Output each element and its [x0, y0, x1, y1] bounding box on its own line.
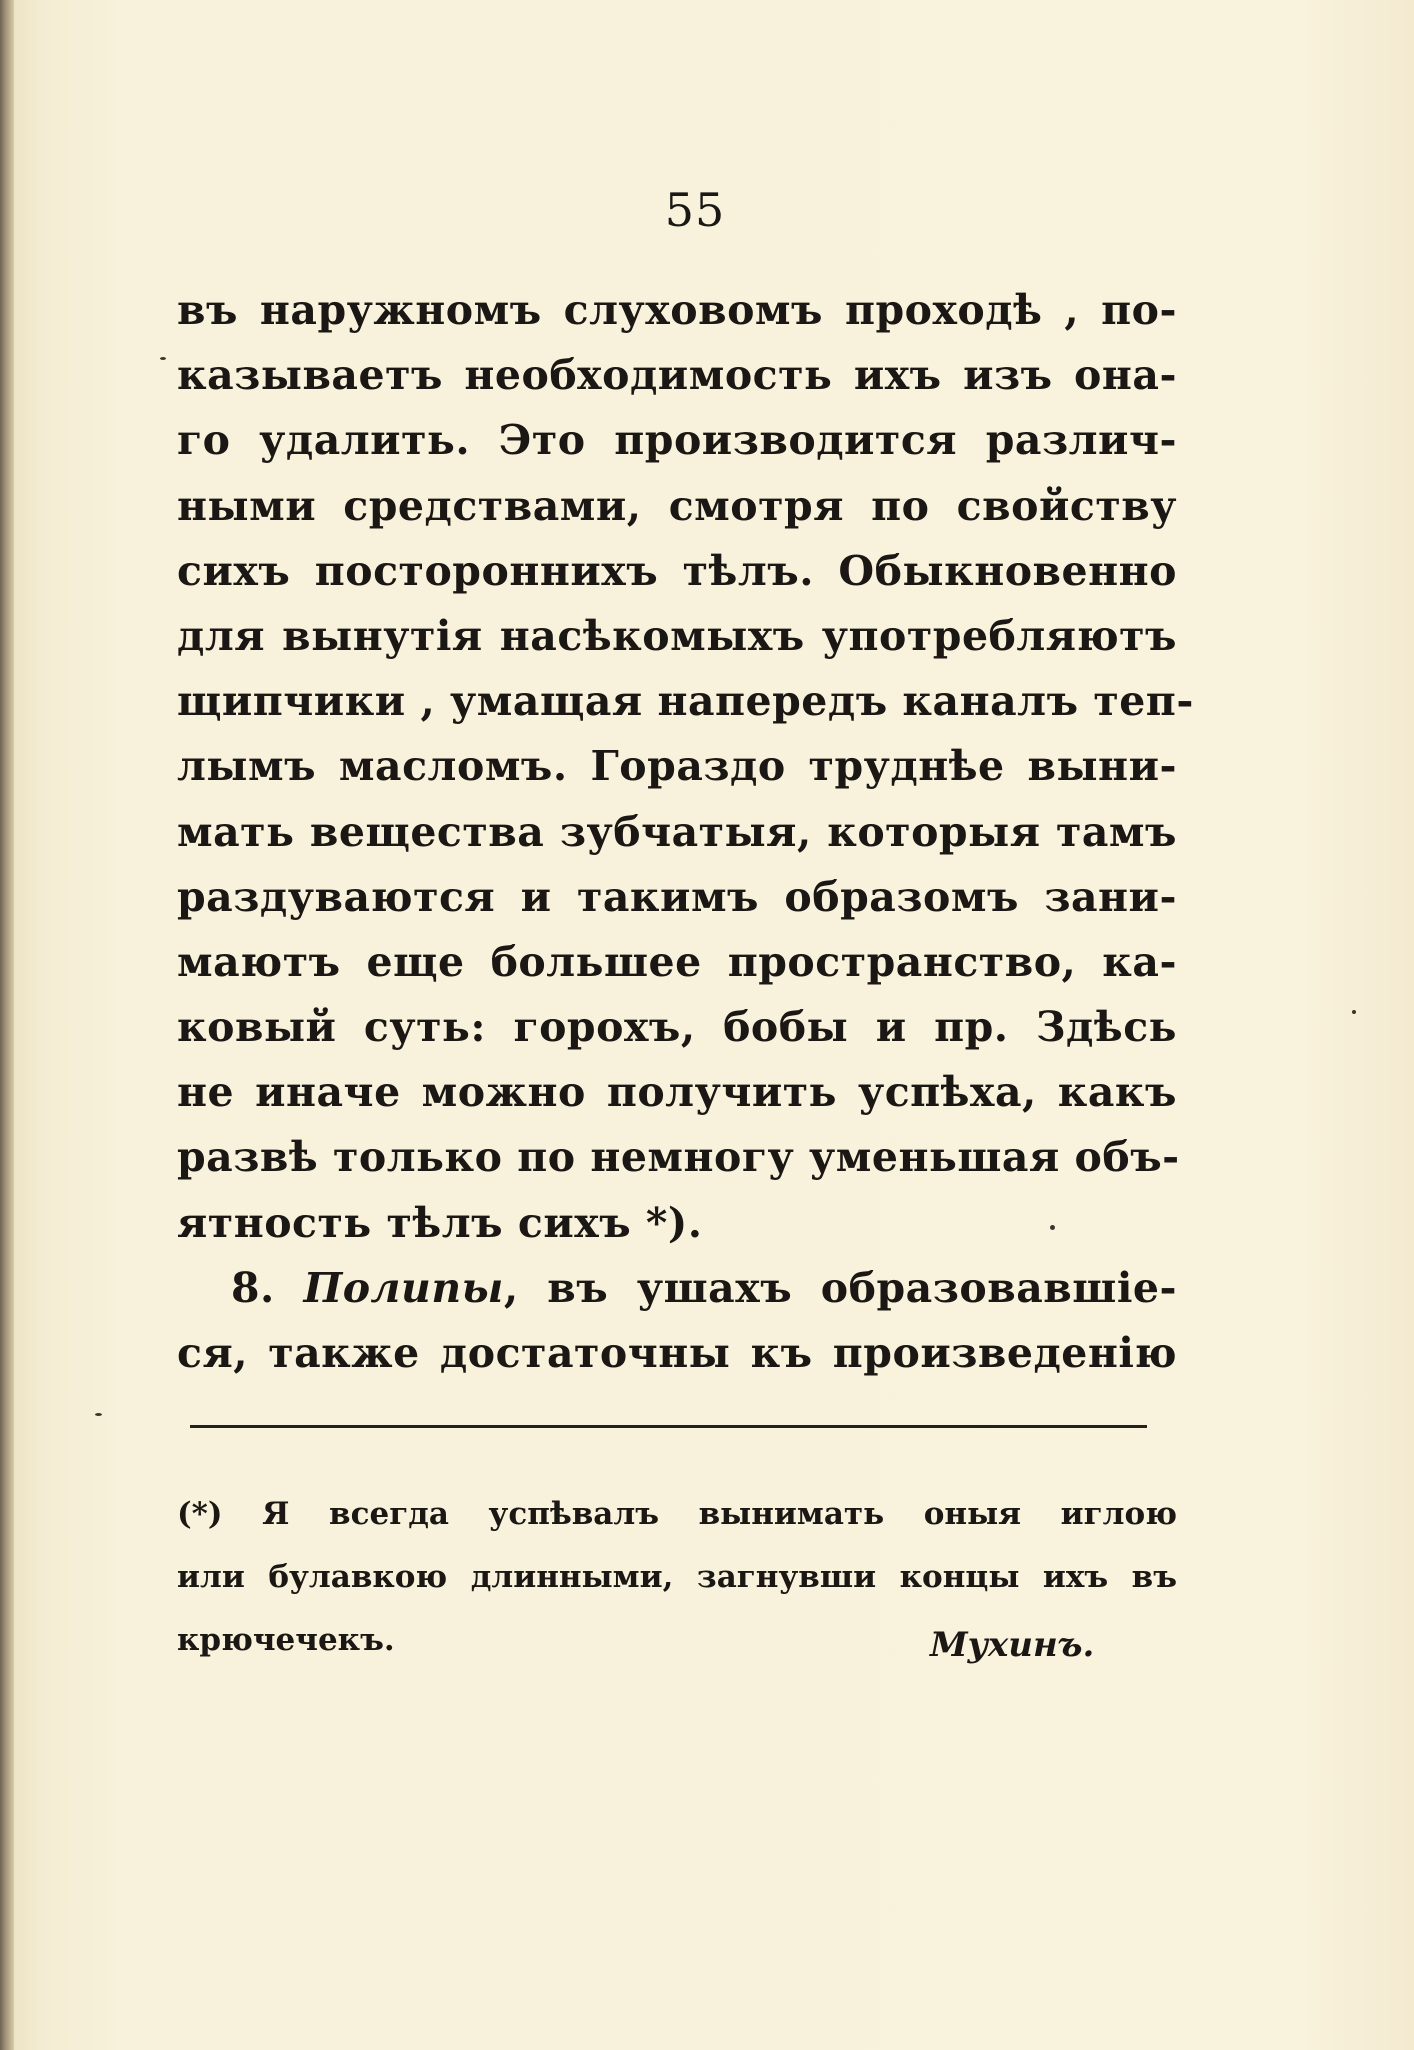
paragraph-8-line-1	[177, 1256, 1177, 1321]
text-line: раздуваются и такимъ образомъ зани-	[177, 872, 1177, 921]
paragraph-number: 8.	[231, 1263, 275, 1312]
text-line: ковый суть: горохъ, бобы и пр. Здѣсь	[177, 1003, 1177, 1052]
text-line: развѣ только по немногу уменьшая объ-	[177, 1133, 1180, 1182]
footnote-line: крючечекъ.	[177, 1622, 395, 1658]
text-line: лымъ масломъ. Гораздо труднѣе выни-	[177, 742, 1177, 791]
text-line: щипчики , умащая напередъ каналъ теп-	[177, 677, 1194, 726]
text-line: казываетъ необходимость ихъ изъ она-	[177, 351, 1177, 400]
footnote-line: или булавкою длинными, загнувши концы ихъ въ	[177, 1559, 1177, 1595]
spine-edge	[0, 0, 14, 2050]
paragraph-8-line-1-rest: , въ ушахъ образовавшіе-	[503, 1263, 1177, 1312]
term-polyps: Полипы	[303, 1263, 504, 1312]
page-number: 55	[664, 183, 726, 237]
footnote-signature: Мухинъ.	[930, 1625, 1095, 1665]
main-text-block	[177, 278, 1194, 1386]
paper-speck	[95, 1413, 102, 1416]
text-line: сихъ постороннихъ тѣлъ. Обыкновенно	[177, 546, 1177, 595]
paper-speck	[160, 357, 166, 360]
text-line: ными средствами, смотря по свойству	[177, 481, 1177, 530]
paper-speck	[1050, 1225, 1055, 1230]
paper-speck	[1352, 1010, 1356, 1014]
text-line: маютъ еще большее пространство, ка-	[177, 937, 1177, 986]
text-line-paragraph-end: ятность тѣлъ сихъ *).	[177, 1198, 703, 1247]
footnote-line: (*) Я всегда успѣвалъ вынимать оныя иглою	[177, 1496, 1177, 1532]
text-line: го удалить. Это производится различ-	[177, 416, 1177, 465]
text-line: мать вещества зубчатыя, которыя тамъ	[177, 807, 1177, 856]
paragraph-8-line-2: ся, также достаточны къ произведенію	[177, 1329, 1177, 1377]
text-line: для вынутія насѣкомыхъ употребляютъ	[177, 611, 1177, 660]
footnote-divider	[190, 1425, 1147, 1428]
text-line: въ наружномъ слуховомъ проходѣ , по-	[177, 286, 1177, 334]
text-line: не иначе можно получить успѣха, какъ	[177, 1068, 1177, 1117]
